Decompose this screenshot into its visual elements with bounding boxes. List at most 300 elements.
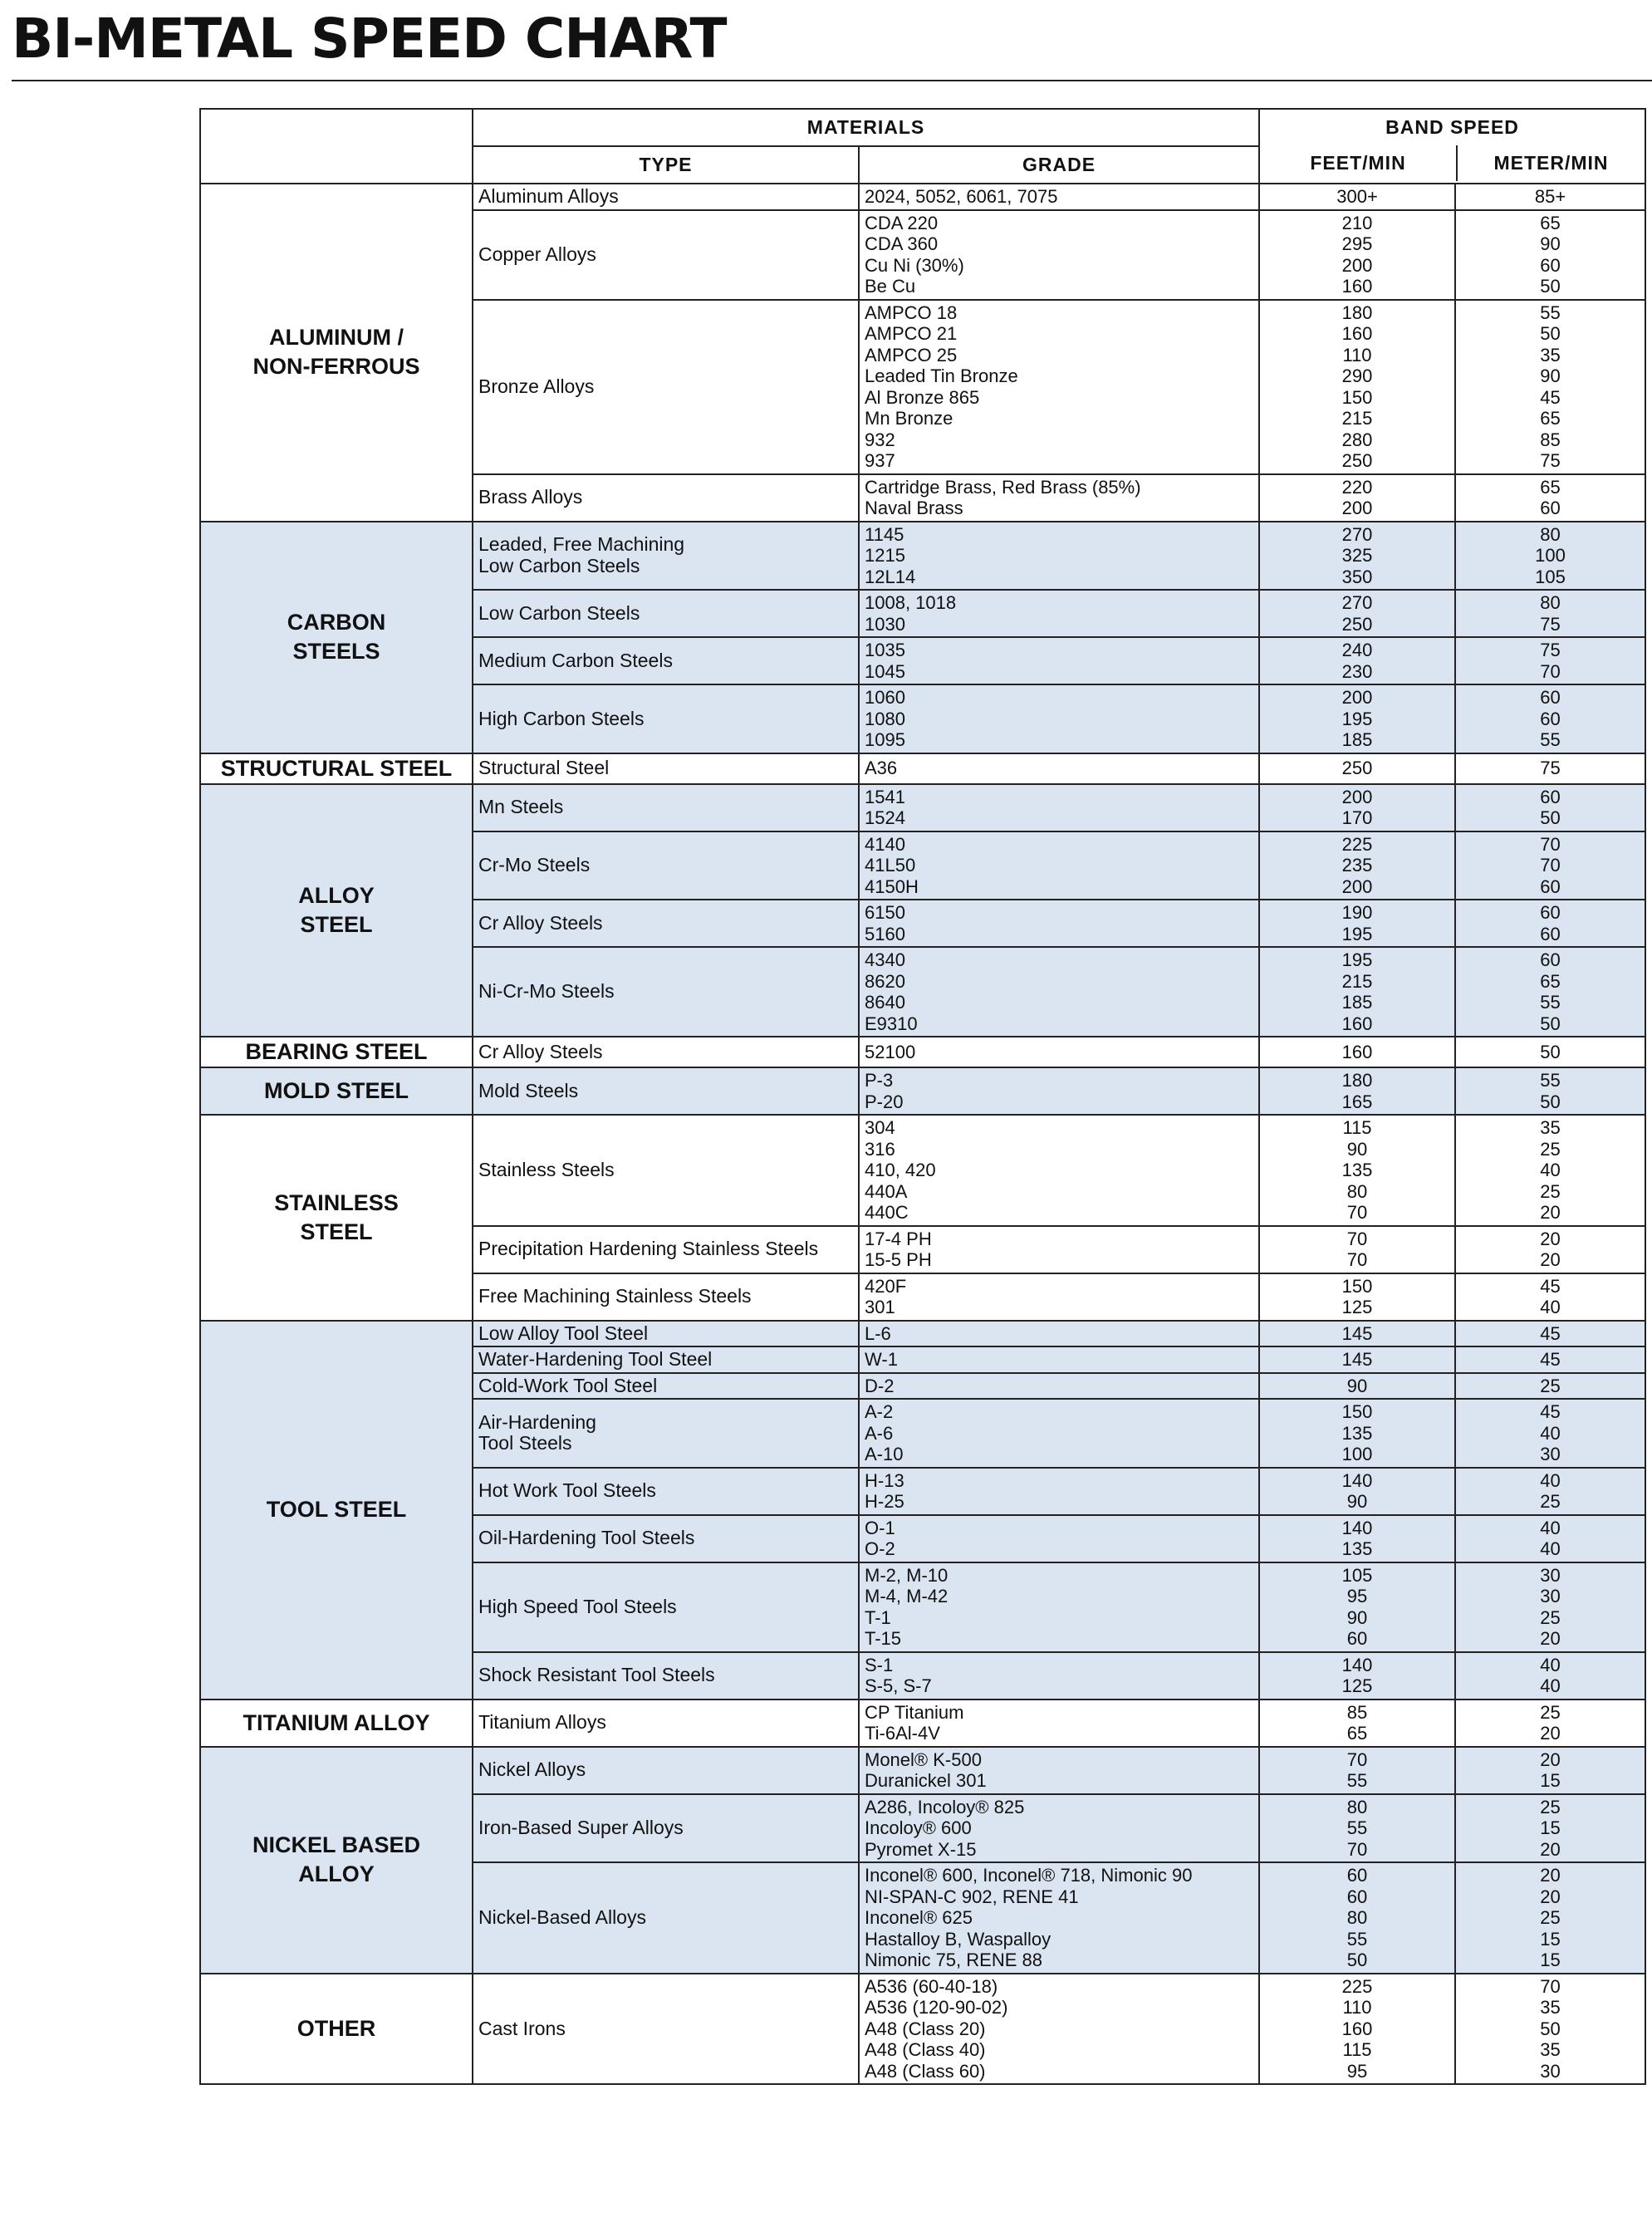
type-cell <box>473 1273 859 1321</box>
grade-value: A-10 <box>865 1444 904 1464</box>
grade-value: A36 <box>865 758 898 779</box>
grade-value: Cu Ni (30%) <box>865 254 964 276</box>
meter-min-cell <box>1455 1321 1645 1347</box>
feet-min-value: 160 <box>1341 2018 1373 2039</box>
meter-min-value: 70 <box>1540 833 1561 855</box>
feet-min-value: 80 <box>1346 1796 1368 1817</box>
table-row <box>200 1037 1645 1067</box>
meter-min-value: 60 <box>1540 876 1561 897</box>
meter-min-cell <box>1455 1652 1645 1700</box>
grade-cell <box>859 1515 1259 1562</box>
feet-min-value: 55 <box>1346 1817 1368 1838</box>
grade-value: 1524 <box>865 807 905 828</box>
meter-min-value: 25 <box>1540 1701 1561 1723</box>
meter-min-value: 25 <box>1540 1375 1561 1396</box>
meter-min-cell <box>1455 1226 1645 1273</box>
feet-min-value: 200 <box>1341 254 1373 276</box>
grade-cell <box>859 947 1259 1037</box>
grade-value: 8640 <box>865 992 905 1013</box>
category-cell <box>200 1700 473 1747</box>
meter-min-value: 30 <box>1540 1586 1561 1606</box>
table-row <box>200 753 1645 784</box>
type-cell <box>473 1862 859 1974</box>
feet-min-value: 135 <box>1341 1538 1373 1559</box>
feet-min-value: 125 <box>1341 1675 1373 1696</box>
grade-value: 937 <box>865 450 895 471</box>
type-label: Low Alloy Tool Steel <box>478 1322 649 1344</box>
meter-min-value: 60 <box>1540 786 1561 807</box>
grade-cell <box>859 1862 1259 1974</box>
type-cell <box>473 184 859 210</box>
grade-cell <box>859 831 1259 900</box>
meter-min-cell <box>1455 784 1645 831</box>
feet-min-value: 200 <box>1341 498 1373 518</box>
grade-value: 1045 <box>865 660 905 682</box>
feet-min-value: 55 <box>1346 1770 1368 1791</box>
feet-min-cell <box>1259 784 1455 831</box>
meter-min-value: 100 <box>1535 545 1566 566</box>
category-cell <box>200 522 473 753</box>
table-row <box>200 1747 1645 1794</box>
feet-min-value: 140 <box>1341 1654 1373 1675</box>
meter-min-value: 50 <box>1540 2018 1561 2039</box>
meter-min-value: 85+ <box>1534 186 1566 207</box>
grade-cell <box>859 684 1259 753</box>
table-row <box>200 1700 1645 1747</box>
feet-min-value: 165 <box>1341 1091 1373 1112</box>
type-cell <box>473 1700 859 1747</box>
feet-min-value: 160 <box>1341 323 1373 344</box>
meter-min-value: 25 <box>1540 1907 1561 1928</box>
type-label: Mold Steels <box>478 1079 579 1101</box>
meter-min-cell <box>1455 1700 1645 1747</box>
grade-cell <box>859 210 1259 300</box>
feet-min-value: 190 <box>1341 902 1373 923</box>
meter-min-value: 50 <box>1540 323 1561 344</box>
grade-value: 8620 <box>865 970 905 992</box>
meter-min-value: 20 <box>1540 1749 1561 1770</box>
meter-min-cell <box>1455 831 1645 900</box>
feet-min-value: 225 <box>1341 833 1373 855</box>
meter-min-value: 75 <box>1540 613 1561 635</box>
feet-min-value: 160 <box>1341 1041 1373 1062</box>
feet-min-cell <box>1259 1562 1455 1652</box>
meter-min-cell <box>1455 1747 1645 1794</box>
meter-min-value: 75 <box>1540 758 1561 779</box>
grade-cell <box>859 1226 1259 1273</box>
grade-value: 1080 <box>865 708 905 729</box>
grade-value: 1541 <box>865 786 905 807</box>
meter-min-value: 15 <box>1540 1770 1561 1791</box>
grade-value: P-20 <box>865 1091 904 1112</box>
feet-min-value: 70 <box>1346 1749 1368 1770</box>
feet-min-value: 50 <box>1346 1950 1368 1970</box>
table-row <box>200 1067 1645 1115</box>
meter-min-cell <box>1455 1974 1645 2085</box>
feet-min-value: 110 <box>1342 1997 1372 2018</box>
meter-min-value: 80 <box>1540 592 1561 613</box>
grade-value: CDA 220 <box>865 212 939 233</box>
meter-min-cell <box>1455 1273 1645 1321</box>
type-cell <box>473 590 859 637</box>
feet-min-value: 90 <box>1346 1138 1368 1160</box>
feet-min-value: 105 <box>1341 1564 1373 1586</box>
meter-min-value: 40 <box>1540 1469 1561 1491</box>
feet-min-value: 70 <box>1346 1838 1368 1860</box>
grade-value: A-6 <box>865 1422 894 1444</box>
feet-min-value: 60 <box>1346 1865 1368 1886</box>
title-rule <box>12 80 1652 81</box>
meter-min-cell <box>1455 590 1645 637</box>
table-row <box>200 784 1645 831</box>
type-cell <box>473 1067 859 1115</box>
grade-value: 420F <box>865 1275 907 1297</box>
meter-min-value: 20 <box>1540 1249 1561 1270</box>
type-cell <box>473 1515 859 1562</box>
feet-min-value: 70 <box>1346 1249 1368 1270</box>
feet-min-value: 55 <box>1346 1928 1368 1950</box>
meter-min-cell <box>1455 753 1645 784</box>
meter-min-value: 70 <box>1540 1975 1561 1997</box>
feet-min-cell <box>1259 1468 1455 1515</box>
meter-min-cell <box>1455 900 1645 947</box>
grade-cell <box>859 1468 1259 1515</box>
grade-value: 1145 <box>865 523 904 545</box>
type-label: Titanium Alloys <box>478 1711 606 1734</box>
feet-min-value: 280 <box>1341 429 1373 450</box>
meter-min-value: 20 <box>1540 1228 1561 1249</box>
table-row <box>200 522 1645 591</box>
meter-min-value: 50 <box>1540 807 1561 828</box>
type-cell <box>473 947 859 1037</box>
meter-min-value: 30 <box>1540 1444 1561 1464</box>
grade-cell <box>859 184 1259 210</box>
type-cell <box>473 684 859 753</box>
grade-value: 4140 <box>865 833 905 855</box>
feet-min-value: 295 <box>1341 233 1373 254</box>
materials-header: MATERIALS <box>473 109 1259 146</box>
meter-min-value: 45 <box>1540 1401 1561 1422</box>
band-speed-header-cell <box>1259 109 1645 184</box>
type-label: Copper Alloys <box>478 243 596 265</box>
feet-min-value: 270 <box>1341 523 1373 545</box>
type-cell <box>473 300 859 474</box>
meter-min-value: 40 <box>1540 1160 1561 1180</box>
feet-min-value: 160 <box>1341 1013 1373 1034</box>
grade-value: Naval Brass <box>865 498 963 518</box>
feet-min-value: 240 <box>1341 640 1373 660</box>
grade-value: P-3 <box>865 1070 894 1091</box>
type-label: Oil-Hardening Tool Steels <box>478 1527 695 1549</box>
meter-min-value: 55 <box>1540 729 1561 750</box>
grade-value: S-5, S-7 <box>865 1675 932 1696</box>
meter-min-cell <box>1455 1067 1645 1115</box>
category-label: BEARING STEEL <box>245 1039 428 1064</box>
type-cell <box>473 900 859 947</box>
feet-min-cell <box>1259 1373 1455 1400</box>
grade-cell <box>859 1652 1259 1700</box>
meter-min-value: 40 <box>1540 1538 1561 1559</box>
feet-min-value: 230 <box>1341 660 1373 682</box>
feet-min-value: 65 <box>1346 1723 1368 1744</box>
grade-value: E9310 <box>865 1013 918 1034</box>
type-cell <box>473 1037 859 1067</box>
meter-min-value: 60 <box>1540 902 1561 923</box>
category-label: STRUCTURAL STEEL <box>220 755 453 781</box>
feet-min-header: FEET/MIN <box>1260 145 1458 181</box>
feet-min-value: 110 <box>1342 344 1372 365</box>
meter-min-cell <box>1455 210 1645 300</box>
meter-min-value: 45 <box>1540 386 1561 408</box>
feet-min-value: 250 <box>1341 758 1373 779</box>
feet-min-value: 185 <box>1341 729 1373 750</box>
grade-value: CP Titanium <box>865 1701 964 1723</box>
feet-min-value: 200 <box>1341 687 1373 708</box>
type-label: Brass Alloys <box>478 486 583 508</box>
meter-min-value: 35 <box>1540 1117 1561 1138</box>
type-cell <box>473 753 859 784</box>
grade-value: 410, 420 <box>865 1160 936 1180</box>
type-cell <box>473 831 859 900</box>
feet-min-cell <box>1259 947 1455 1037</box>
grade-value: Pyromet X-15 <box>865 1838 977 1860</box>
grade-value: Incoloy® 600 <box>865 1817 972 1838</box>
grade-value: AMPCO 18 <box>865 302 958 323</box>
type-cell <box>473 474 859 522</box>
meter-min-cell <box>1455 1515 1645 1562</box>
grade-value: 5160 <box>865 923 905 944</box>
type-label: Mn Steels <box>478 796 564 818</box>
feet-min-cell <box>1259 1346 1455 1373</box>
feet-min-cell <box>1259 522 1455 591</box>
meter-min-cell <box>1455 684 1645 753</box>
grade-value: 316 <box>865 1138 895 1160</box>
grade-value: A48 (Class 40) <box>865 2039 986 2060</box>
category-label: ALUMINUM / NON-FERROUS <box>252 325 420 380</box>
feet-min-value: 200 <box>1341 876 1373 897</box>
meter-min-value: 50 <box>1540 276 1561 297</box>
meter-min-value: 80 <box>1540 523 1561 545</box>
feet-min-cell <box>1259 900 1455 947</box>
grade-cell <box>859 753 1259 784</box>
band-speed-header: BAND SPEED <box>1385 116 1519 138</box>
feet-min-value: 180 <box>1341 1070 1373 1091</box>
feet-min-value: 195 <box>1341 949 1373 970</box>
meter-min-value: 85 <box>1540 429 1561 450</box>
type-cell <box>473 1373 859 1400</box>
grade-value: Al Bronze 865 <box>865 386 980 408</box>
meter-min-cell <box>1455 1399 1645 1468</box>
grade-cell <box>859 1373 1259 1400</box>
type-label: Aluminum Alloys <box>478 185 619 207</box>
table-body <box>200 184 1645 2084</box>
grade-cell <box>859 1037 1259 1067</box>
meter-min-value: 65 <box>1540 212 1561 233</box>
type-cell <box>473 1226 859 1273</box>
category-cell <box>200 1037 473 1067</box>
type-label: Free Machining Stainless Steels <box>478 1285 752 1307</box>
feet-min-value: 250 <box>1341 450 1373 471</box>
grade-value: A48 (Class 20) <box>865 2018 986 2039</box>
grade-value: Leaded Tin Bronze <box>865 365 1018 386</box>
grade-value: 1030 <box>865 613 905 635</box>
category-label: ALLOY STEEL <box>298 882 375 937</box>
feet-min-value: 90 <box>1346 1491 1368 1512</box>
feet-min-cell <box>1259 184 1455 210</box>
meter-min-cell <box>1455 1037 1645 1067</box>
grade-header: GRADE <box>859 146 1259 184</box>
grade-value: 4150H <box>865 876 919 897</box>
table-row <box>200 1321 1645 1347</box>
feet-min-value: 195 <box>1341 923 1373 944</box>
meter-min-value: 50 <box>1540 1091 1561 1112</box>
feet-min-value: 215 <box>1341 408 1373 429</box>
feet-min-value: 220 <box>1341 476 1373 498</box>
grade-value: Inconel® 625 <box>865 1907 973 1928</box>
grade-cell <box>859 637 1259 684</box>
grade-value: Duranickel 301 <box>865 1770 987 1791</box>
feet-min-value: 215 <box>1341 970 1373 992</box>
meter-min-value: 55 <box>1540 302 1561 323</box>
grade-value: 1215 <box>865 545 905 566</box>
grade-value: A48 (Class 60) <box>865 2060 986 2082</box>
feet-min-value: 170 <box>1341 807 1373 828</box>
meter-min-value: 75 <box>1540 450 1561 471</box>
meter-min-value: 40 <box>1540 1297 1561 1317</box>
type-cell <box>473 637 859 684</box>
feet-min-value: 95 <box>1346 1586 1368 1606</box>
feet-min-cell <box>1259 637 1455 684</box>
meter-min-value: 25 <box>1540 1606 1561 1628</box>
grade-value: Mn Bronze <box>865 408 953 429</box>
grade-value: Be Cu <box>865 276 916 297</box>
type-cell <box>473 1115 859 1226</box>
feet-min-value: 100 <box>1341 1444 1373 1464</box>
category-cell <box>200 1747 473 1974</box>
feet-min-cell <box>1259 1321 1455 1347</box>
grade-value: M-2, M-10 <box>865 1564 949 1586</box>
feet-min-value: 60 <box>1346 1886 1368 1907</box>
grade-value: CDA 360 <box>865 233 939 254</box>
feet-min-value: 95 <box>1346 2060 1368 2082</box>
grade-value: 15-5 PH <box>865 1249 932 1270</box>
meter-min-cell <box>1455 1794 1645 1863</box>
feet-min-cell <box>1259 1273 1455 1321</box>
speed-chart-table <box>199 108 1646 2085</box>
type-cell <box>473 1399 859 1468</box>
grade-value: Ti-6Al-4V <box>865 1723 940 1744</box>
grade-value: D-2 <box>865 1375 895 1396</box>
table-row <box>200 1974 1645 2085</box>
feet-min-value: 145 <box>1341 1322 1373 1344</box>
grade-cell <box>859 1067 1259 1115</box>
grade-value: M-4, M-42 <box>865 1586 949 1606</box>
grade-cell <box>859 1794 1259 1863</box>
feet-min-cell <box>1259 1399 1455 1468</box>
grade-value: Monel® K-500 <box>865 1749 982 1770</box>
grade-cell <box>859 1700 1259 1747</box>
type-cell <box>473 1562 859 1652</box>
feet-min-value: 85 <box>1346 1701 1368 1723</box>
grade-value: T-1 <box>865 1606 891 1628</box>
grade-value: 4340 <box>865 949 905 970</box>
meter-min-value: 30 <box>1540 1564 1561 1586</box>
meter-min-value: 20 <box>1540 1202 1561 1223</box>
type-label: Iron-Based Super Alloys <box>478 1817 684 1838</box>
category-header-cell <box>200 109 473 184</box>
feet-min-cell <box>1259 210 1455 300</box>
grade-value: NI-SPAN-C 902, RENE 41 <box>865 1886 1079 1907</box>
type-label: Cold-Work Tool Steel <box>478 1374 658 1396</box>
meter-min-value: 45 <box>1540 1322 1561 1344</box>
feet-min-value: 180 <box>1341 302 1373 323</box>
meter-min-cell <box>1455 474 1645 522</box>
category-cell <box>200 784 473 1037</box>
feet-min-cell <box>1259 1862 1455 1974</box>
feet-min-value: 200 <box>1341 786 1373 807</box>
feet-min-value: 235 <box>1341 855 1373 876</box>
feet-min-value: 90 <box>1346 1375 1368 1396</box>
feet-min-value: 135 <box>1341 1422 1373 1444</box>
feet-min-value: 145 <box>1341 1349 1373 1370</box>
type-label: Nickel-Based Alloys <box>478 1906 646 1928</box>
grade-cell <box>859 1346 1259 1373</box>
feet-min-cell <box>1259 300 1455 474</box>
grade-cell <box>859 300 1259 474</box>
type-cell <box>473 522 859 591</box>
meter-min-value: 60 <box>1540 498 1561 518</box>
grade-cell <box>859 1399 1259 1468</box>
grade-value: A286, Incoloy® 825 <box>865 1796 1025 1817</box>
meter-min-value: 25 <box>1540 1796 1561 1817</box>
meter-min-value: 60 <box>1540 687 1561 708</box>
meter-min-header: METER/MIN <box>1493 152 1609 174</box>
feet-min-value: 80 <box>1346 1907 1368 1928</box>
feet-min-value: 225 <box>1341 1975 1373 1997</box>
grade-cell <box>859 784 1259 831</box>
meter-min-value: 20 <box>1540 1865 1561 1886</box>
meter-min-value: 25 <box>1540 1180 1561 1202</box>
meter-min-value: 20 <box>1540 1838 1561 1860</box>
meter-min-value: 50 <box>1540 1013 1561 1034</box>
meter-min-value: 60 <box>1540 923 1561 944</box>
meter-min-cell <box>1455 1468 1645 1515</box>
grade-value: 304 <box>865 1117 895 1138</box>
grade-value: Nimonic 75, RENE 88 <box>865 1950 1042 1970</box>
meter-min-value: 15 <box>1540 1950 1561 1970</box>
grade-value: H-25 <box>865 1491 904 1512</box>
meter-min-value: 105 <box>1535 566 1566 587</box>
grade-value: L-6 <box>865 1322 891 1344</box>
type-label: Cr Alloy Steels <box>478 911 603 934</box>
grade-value: A536 (60-40-18) <box>865 1975 998 1997</box>
category-label: TITANIUM ALLOY <box>243 1709 430 1735</box>
type-cell <box>473 1321 859 1347</box>
type-label: Air-Hardening Tool Steels <box>478 1410 596 1454</box>
meter-min-value: 40 <box>1540 1422 1561 1444</box>
feet-min-cell <box>1259 1652 1455 1700</box>
feet-min-cell <box>1259 1700 1455 1747</box>
feet-min-cell <box>1259 1794 1455 1863</box>
type-label: Medium Carbon Steels <box>478 649 673 671</box>
feet-min-value: 270 <box>1341 592 1373 613</box>
meter-min-value: 35 <box>1540 344 1561 365</box>
type-label: High Speed Tool Steels <box>478 1595 677 1617</box>
category-cell <box>200 184 473 522</box>
category-cell <box>200 1115 473 1321</box>
type-label: Cast Irons <box>478 2017 566 2039</box>
type-cell <box>473 210 859 300</box>
